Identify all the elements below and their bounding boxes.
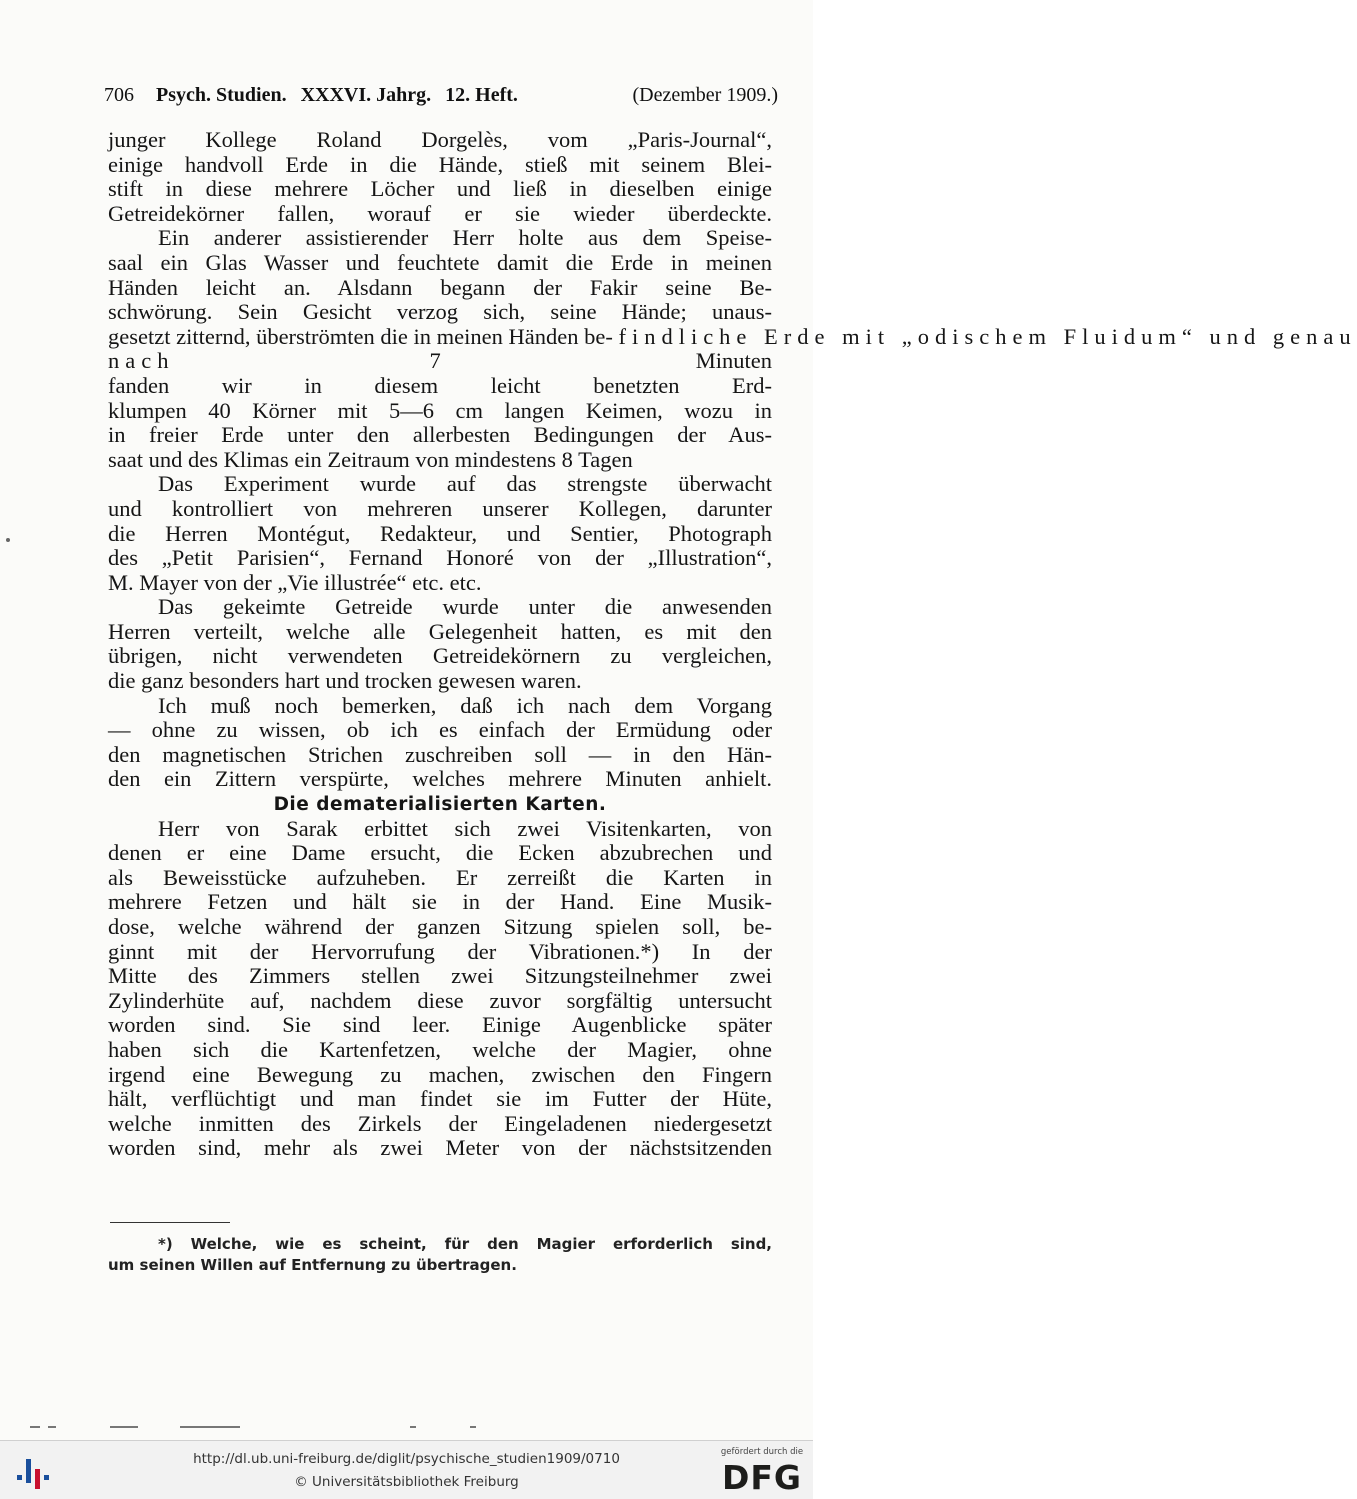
text-line: klumpen 40 Körner mit 5—6 cm langen Keimen, wozu in	[108, 397, 772, 423]
text-line: welche inmitten des Zirkels der Eingeladenen niedergesetzt	[108, 1110, 772, 1136]
viewer-footer	[0, 1440, 813, 1499]
running-title	[156, 84, 627, 107]
page-number: 706	[104, 84, 134, 106]
dfg-wordmark	[720, 1458, 804, 1497]
text-line: irgend eine Bewegung zu machen, zwischen den Fingern	[108, 1061, 772, 1087]
text-line: Herr von Sarak erbittet sich zwei Visitenkarten, von	[158, 815, 772, 841]
text-line: Herren verteilt, welche alle Gelegenheit hatten, es mit den	[108, 618, 772, 644]
dfg-caption: gefördert durch die	[720, 1447, 804, 1457]
text-line: hält, verflüchtigt und man findet sie im Futter der Hüte,	[108, 1086, 772, 1112]
text-line: die ganz besonders hart und trocken gewesen waren.	[108, 668, 582, 694]
svg-text:DFG: DFG	[721, 1458, 803, 1497]
body-text	[108, 127, 1357, 1161]
footnote-rule	[110, 1222, 230, 1223]
text-line: stift in diese mehrere Löcher und ließ in dieselben einige	[108, 176, 772, 202]
text-line: übrigen, nicht verwendeten Getreidekörnern zu vergleichen,	[108, 643, 772, 669]
text-line: Mitte des Zimmers stellen zwei Sitzungsteilnehmer zwei	[108, 963, 772, 989]
permalink-url[interactable]: http://dl.ub.uni-freiburg.de/diglit/psychische_studien1909/0710	[193, 1451, 620, 1467]
text-line: die Herren Montégut, Redakteur, und Sentier, Photograph	[108, 520, 772, 546]
journal-title: Psych. Studien.	[156, 84, 287, 106]
footnote-line: *) Welche, wie es scheint, für den Magier erforderlich sind,	[158, 1235, 772, 1253]
text-line: worden sind. Sie sind leer. Einige Augenblicke später	[108, 1012, 772, 1038]
text-line: Das gekeimte Getreide wurde unter die anwesenden	[158, 594, 772, 620]
text-line: mehrere Fetzen und hält sie in der Hand. Eine Musik-	[108, 889, 772, 915]
footnote-line: um seinen Willen auf Entfernung zu übertragen.	[108, 1256, 517, 1274]
copyright-text: © Universitätsbibliothek Freiburg	[294, 1474, 519, 1490]
text-line: worden sind, mehr als zwei Meter von der nächstsitzenden	[108, 1135, 772, 1161]
text-line: Zylinderhüte auf, nachdem diese zuvor sorgfältig untersucht	[108, 987, 772, 1013]
issue-date: (Dezember 1909.)	[632, 84, 778, 106]
running-header	[104, 84, 778, 112]
text-line: gesetzt zitternd, überströmten die in meinen Händen be- findliche Erde mit „odischem Fluidum“ und genau	[108, 323, 1357, 349]
text-line: den magnetischen Strichen zuschreiben soll — in den Hän-	[108, 741, 772, 767]
text-line: schwörung. Sein Gesicht verzog sich, seine Hände; unaus-	[108, 299, 772, 325]
issue-label: 12. Heft.	[445, 84, 518, 106]
text-line: fanden wir in diesem leicht benetzten Erd-	[108, 372, 772, 398]
footnote	[108, 1234, 772, 1276]
text-line: Ein anderer assistierender Herr holte aus dem Speise-	[158, 225, 772, 251]
text-line: — ohne zu wissen, ob ich es einfach der Ermüdung oder	[108, 717, 772, 743]
text-line: M. Mayer von der „Vie illustrée“ etc. etc.	[108, 569, 482, 595]
text-line: Das Experiment wurde auf das strengste überwacht	[158, 471, 772, 497]
scan-edge-marks	[30, 1424, 530, 1432]
text-line: in freier Erde unter den allerbesten Bedingungen der Aus-	[108, 422, 772, 448]
text-line: haben sich die Kartenfetzen, welche der Magier, ohne	[108, 1036, 772, 1062]
text-line: Händen leicht an. Alsdann begann der Fakir seine Be-	[108, 274, 772, 300]
text-line: Ich muß noch bemerken, daß ich nach dem Vorgang	[158, 692, 772, 718]
scan-speck	[6, 538, 10, 542]
text-line: denen er eine Dame ersucht, die Ecken abzubrechen und	[108, 840, 772, 866]
volume-label: XXXVI. Jahrg.	[300, 84, 432, 106]
text-line: des „Petit Parisien“, Fernand Honoré von der „Illustration“,	[108, 545, 772, 571]
text-line: saat und des Klimas ein Zeitraum von mindestens 8 Tagen	[108, 446, 633, 472]
text-line: einige handvoll Erde in die Hände, stieß mit seinem Blei-	[108, 151, 772, 177]
text-line: ginnt mit der Hervorrufung der Vibrationen.*) In der	[108, 938, 772, 964]
text-line: und kontrolliert von mehreren unserer Kollegen, darunter	[108, 495, 772, 521]
text-line: als Beweisstücke aufzuheben. Er zerreißt die Karten in	[108, 864, 772, 890]
section-heading: Die dematerialisierten Karten.	[273, 794, 607, 816]
text-line: den ein Zittern verspürte, welches mehrere Minuten anhielt.	[108, 766, 772, 792]
text-line: Getreidekörner fallen, worauf er sie wieder überdeckte.	[108, 200, 772, 226]
dfg-logo-icon[interactable]	[718, 1445, 806, 1495]
text-line: saal ein Glas Wasser und feuchtete damit die Erde in meinen	[108, 249, 772, 275]
text-line: dose, welche während der ganzen Sitzung spielen soll, be-	[108, 914, 772, 939]
text-line: junger Kollege Roland Dorgelès, vom „Paris-Journal“,	[108, 127, 772, 152]
text-line: nach 7 Minuten	[108, 348, 773, 374]
